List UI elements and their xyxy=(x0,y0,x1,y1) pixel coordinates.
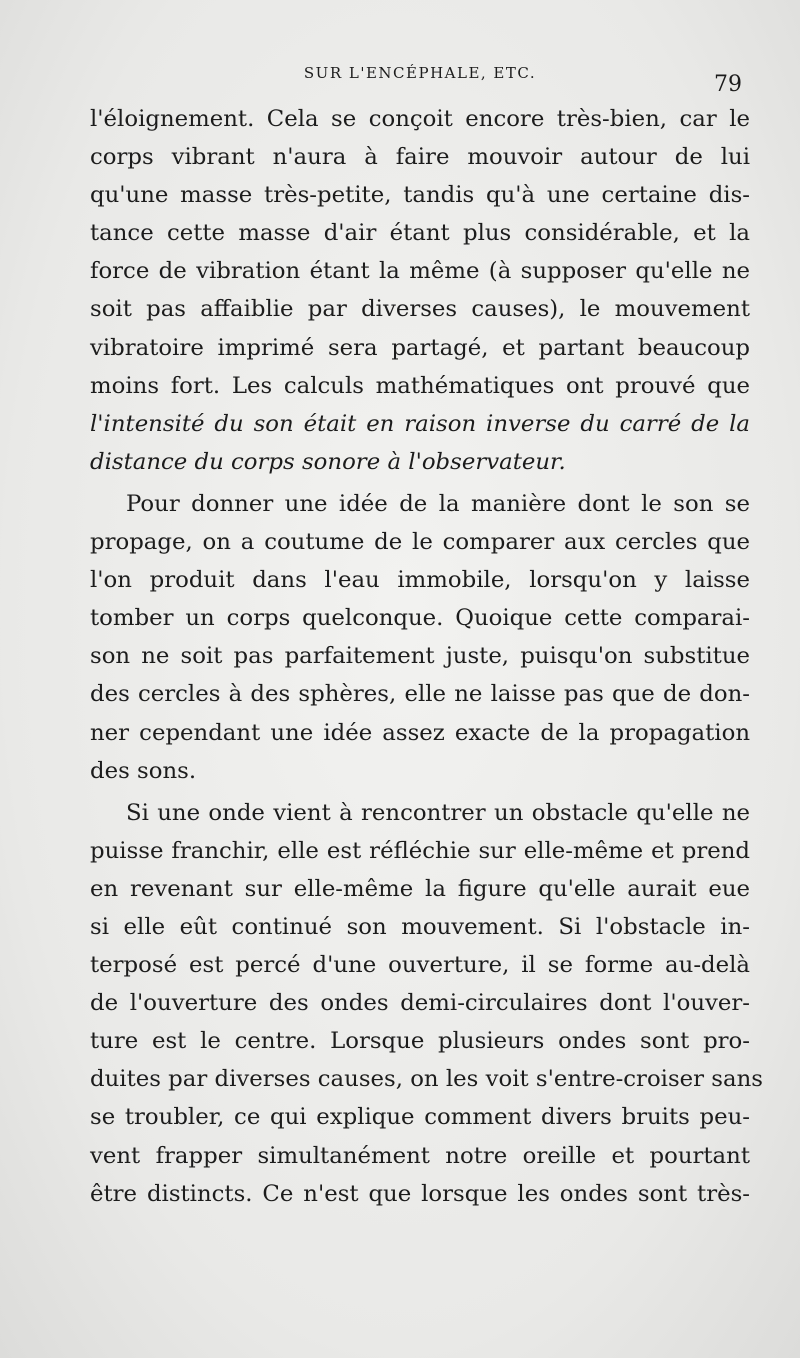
text-line: tomber un corps quelconque. Quoique cette comparai- xyxy=(90,605,750,632)
text-line: force de vibration étant la même (à supposer qu'elle ne xyxy=(90,258,750,285)
text-line: duites par diverses causes, on les voit s'entre-croiser sans xyxy=(90,1066,763,1093)
text-line: l'éloignement. Cela se conçoit encore très-bien, car le xyxy=(90,106,750,132)
text-line: être distincts. Ce n'est que lorsque les ondes sont très- xyxy=(90,1180,750,1207)
text-line: l'on produit dans l'eau immobile, lorsqu'on y laisse xyxy=(90,567,750,594)
text-line: son ne soit pas parfaitement juste, puisqu'on substitue xyxy=(90,643,750,670)
text-line: Si une onde vient à rencontrer un obstacle qu'elle ne xyxy=(126,799,750,826)
text-line: tance cette masse d'air étant plus considérable, et la xyxy=(90,220,750,247)
text-line: de l'ouverture des ondes demi-circulaires dont l'ouver- xyxy=(90,990,750,1017)
text-line: corps vibrant n'aura à faire mouvoir autour de lui xyxy=(90,144,750,171)
body-text xyxy=(90,100,763,1213)
text-line: des sons. xyxy=(90,757,197,784)
text-line: terposé est percé d'une ouverture, il se forme au-delà xyxy=(90,952,750,979)
page-header xyxy=(90,64,750,97)
text-line: ture est le centre. Lorsque plusieurs ondes sont pro- xyxy=(90,1028,750,1055)
text-line: si elle eût continué son mouvement. Si l'obstacle in- xyxy=(90,913,750,940)
italic-text-line: l'intensité du son était en raison inverse du carré de la xyxy=(90,410,750,437)
text-line: puisse franchir, elle est réfléchie sur elle-même et prend xyxy=(90,837,750,864)
paragraph-2 xyxy=(90,485,750,790)
italic-text-line: distance du corps sonore à l'observateur. xyxy=(90,448,566,475)
paragraph-3 xyxy=(90,794,763,1213)
text-line: moins fort. Les calculs mathématiques ont prouvé que xyxy=(90,372,750,399)
page-number: 79 xyxy=(714,72,742,97)
text-line: vent frapper simultanément notre oreille et pourtant xyxy=(90,1142,750,1169)
running-title: SUR L'ENCÉPHALE, ETC. xyxy=(303,64,537,82)
text-line: vibratoire imprimé sera partagé, et partant beaucoup xyxy=(90,334,750,361)
text-line: se troubler, ce qui explique comment divers bruits peu- xyxy=(90,1104,750,1131)
text-line: qu'une masse très-petite, tandis qu'à une certaine dis- xyxy=(90,182,750,209)
text-line: des cercles à des sphères, elle ne laisse pas que de don- xyxy=(90,681,750,708)
paragraph-1 xyxy=(90,100,750,481)
text-line: Pour donner une idée de la manière dont le son se xyxy=(126,490,750,517)
text-line: soit pas affaiblie par diverses causes), le mouvement xyxy=(90,296,750,323)
text-line: propage, on a coutume de le comparer aux cercles que xyxy=(90,529,750,556)
text-line: ner cependant une idée assez exacte de la propagation xyxy=(90,719,750,746)
text-line: en revenant sur elle-même la figure qu'elle aurait eue xyxy=(90,875,750,902)
